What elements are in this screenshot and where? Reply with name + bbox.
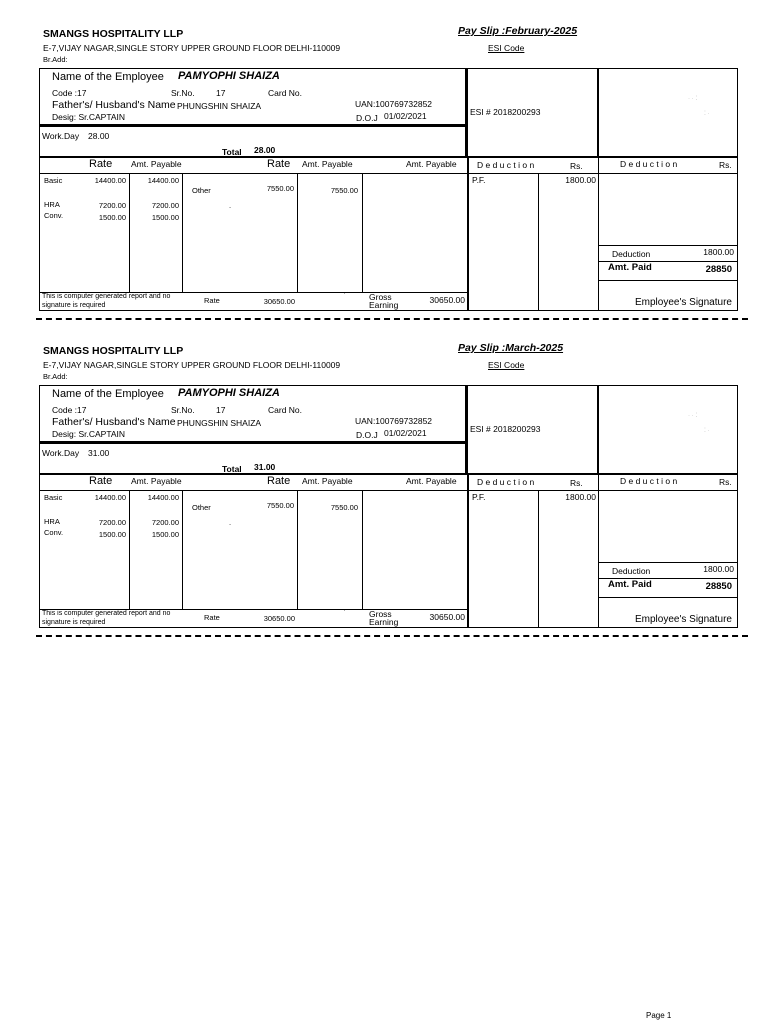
other-rate: 7550.00 — [266, 184, 294, 193]
amt-payable-header: Amt. Payable — [131, 476, 182, 486]
signature-line — [598, 597, 738, 598]
tick-mark: . — [229, 518, 232, 527]
card-no-label: Card No. — [268, 88, 303, 98]
sr-no-value: 17 — [216, 405, 226, 415]
rate-header: Rate — [267, 475, 291, 487]
doj-label: D.O.J — [356, 113, 378, 123]
deduction-header: D e d u c t i o n — [620, 159, 678, 169]
earning-name: Conv. — [44, 528, 64, 537]
footer-rate-label: Rate — [204, 613, 220, 622]
pay-slip-title: Pay Slip :February-2025 — [458, 25, 578, 37]
earning-name: Basic — [44, 493, 63, 502]
esi-number: ESI # 2018200293 — [470, 107, 541, 117]
designation: Desig: Sr.CAPTAIN — [52, 112, 126, 122]
col-divider — [362, 490, 363, 609]
cut-line — [36, 635, 748, 637]
pf-value: 1800.00 — [565, 492, 596, 502]
earning-amount: 1500.00 — [151, 530, 179, 539]
rs-header: Rs. — [719, 160, 732, 170]
gross-earning-value: 30650.00 — [429, 295, 465, 305]
amt-payable-header: Amt. Payable — [406, 159, 457, 169]
father-name: PHUNGSHIN SHAIZA — [177, 101, 262, 111]
tick-mark: ' — [344, 290, 346, 299]
workday-value: 28.00 — [88, 131, 110, 141]
pf-label: P.F. — [472, 175, 486, 185]
table-header-line — [39, 173, 738, 174]
sr-no-label: Sr.No. — [171, 405, 195, 415]
doj-value: 01/02/2021 — [384, 428, 427, 438]
col-divider — [129, 173, 130, 292]
total-value: 31.00 — [254, 462, 276, 472]
deduction-header: D e d u c t i o n — [477, 477, 535, 487]
amt-payable-header: Amt. Payable — [406, 476, 457, 486]
rs-header: Rs. — [570, 161, 583, 171]
gross-earning-label: Gross Earning — [369, 609, 399, 627]
deduction-total-line — [598, 562, 738, 563]
branch-address: Br.Add: — [43, 55, 68, 64]
deduction-header: D e d u c t i o n — [477, 160, 535, 170]
earning-amount: 14400.00 — [147, 493, 179, 502]
workday-label: Work.Day — [42, 131, 80, 141]
earning-amount: 1500.00 — [151, 213, 179, 222]
earning-amount: 7200.00 — [151, 201, 179, 210]
footer-rate-label: Rate — [204, 296, 220, 305]
amt-paid-label: Amt. Paid — [608, 262, 652, 273]
amt-payable-header: Amt. Payable — [302, 476, 353, 486]
earning-rate: 7200.00 — [98, 518, 126, 527]
company-address: E-7,VIJAY NAGAR,SINGLE STORY UPPER GROUND FLOOR DELHI-110009 — [43, 360, 341, 370]
rs-header: Rs. — [570, 478, 583, 488]
earning-rate: 7200.00 — [98, 201, 126, 210]
total-label: Total — [222, 147, 242, 157]
rate-header: Rate — [89, 475, 113, 487]
employee-name: PAMYOPHI SHAIZA — [178, 70, 280, 82]
col-divider — [362, 173, 363, 292]
col-divider — [467, 157, 469, 311]
sr-no-label: Sr.No. — [171, 88, 195, 98]
pf-label: P.F. — [472, 492, 486, 502]
col-divider — [297, 173, 298, 292]
workday-value: 31.00 — [88, 448, 110, 458]
company-address: E-7,VIJAY NAGAR,SINGLE STORY UPPER GROUND FLOOR DELHI-110009 — [43, 43, 341, 53]
page-number: Page 1 — [646, 1011, 672, 1020]
doj-value: 01/02/2021 — [384, 111, 427, 121]
employee-code: Code :17 — [52, 88, 87, 98]
col-divider — [129, 490, 130, 609]
deduction-total-value: 1800.00 — [703, 564, 734, 574]
table-header-line — [39, 490, 738, 491]
workday-label: Work.Day — [42, 448, 80, 458]
earning-rate: 1500.00 — [98, 213, 126, 222]
pay-slip-title: Pay Slip :March-2025 — [458, 342, 564, 354]
employee-signature-label: Employee's Signature — [635, 614, 732, 625]
uan-number: UAN:100769732852 — [355, 416, 433, 426]
amt-payable-header: Amt. Payable — [302, 159, 353, 169]
deduction-total-label: Deduction — [612, 249, 651, 259]
employee-signature-label: Employee's Signature — [635, 297, 732, 308]
company-name: SMANGS HOSPITALITY LLP — [43, 28, 184, 40]
pay-slip — [0, 317, 768, 637]
employee-name-label: Name of the Employee — [52, 71, 164, 83]
col-divider — [467, 474, 469, 628]
other-amount: 7550.00 — [330, 186, 358, 195]
footer-rate-value: 30650.00 — [263, 297, 295, 306]
doj-label: D.O.J — [356, 430, 378, 440]
rs-header: Rs. — [719, 477, 732, 487]
photo-box — [598, 385, 738, 474]
earning-name: HRA — [44, 200, 60, 209]
col-divider — [538, 173, 539, 311]
employee-code: Code :17 — [52, 405, 87, 415]
gross-earning-label: Gross Earning — [369, 292, 399, 310]
sr-no-value: 17 — [216, 88, 226, 98]
father-name: PHUNGSHIN SHAIZA — [177, 418, 262, 428]
col-divider — [182, 490, 183, 609]
other-rate: 7550.00 — [266, 501, 294, 510]
father-name-label: Father's/ Husband's Name — [52, 416, 176, 428]
footer-rate-value: 30650.00 — [263, 614, 295, 623]
esi-code-label: ESI Code — [488, 43, 525, 53]
amt-paid-value: 28850 — [705, 264, 732, 275]
tick-mark: ' — [344, 607, 346, 616]
watermark-dots: · · ⁚ — [688, 413, 698, 419]
amt-payable-header: Amt. Payable — [131, 159, 182, 169]
watermark-dots: ⁚ · — [704, 111, 710, 117]
earning-rate: 14400.00 — [94, 493, 126, 502]
designation: Desig: Sr.CAPTAIN — [52, 429, 126, 439]
photo-box — [598, 68, 738, 157]
esi-code-label: ESI Code — [488, 360, 525, 370]
pay-slip — [0, 0, 768, 320]
col-divider — [182, 173, 183, 292]
father-name-label: Father's/ Husband's Name — [52, 99, 176, 111]
earning-amount: 14400.00 — [147, 176, 179, 185]
amt-paid-value: 28850 — [705, 581, 732, 592]
deduction-total-line — [598, 245, 738, 246]
total-label: Total — [222, 464, 242, 474]
deduction-header: D e d u c t i o n — [620, 476, 678, 486]
tick-mark: . — [229, 201, 232, 210]
earning-name: Conv. — [44, 211, 64, 220]
col-divider — [598, 474, 599, 628]
total-value: 28.00 — [254, 145, 276, 155]
col-divider — [538, 490, 539, 628]
employee-name-label: Name of the Employee — [52, 388, 164, 400]
earning-amount: 7200.00 — [151, 518, 179, 527]
deduction-total-label: Deduction — [612, 566, 651, 576]
deduction-total-value: 1800.00 — [703, 247, 734, 257]
col-divider — [297, 490, 298, 609]
other-name: Other — [192, 186, 211, 195]
earning-rate: 1500.00 — [98, 530, 126, 539]
col-divider — [598, 157, 599, 311]
earning-name: HRA — [44, 517, 60, 526]
amt-paid-label: Amt. Paid — [608, 579, 652, 590]
watermark-dots: ⁚ · — [704, 428, 710, 434]
rate-header: Rate — [89, 158, 113, 170]
footer-note: This is computer generated report and no signature is required — [42, 610, 171, 626]
footer-note: This is computer generated report and no signature is required — [42, 293, 171, 309]
other-name: Other — [192, 503, 211, 512]
uan-number: UAN:100769732852 — [355, 99, 433, 109]
rate-header: Rate — [267, 158, 291, 170]
signature-line — [598, 280, 738, 281]
company-name: SMANGS HOSPITALITY LLP — [43, 345, 184, 357]
other-amount: 7550.00 — [330, 503, 358, 512]
esi-number: ESI # 2018200293 — [470, 424, 541, 434]
pf-value: 1800.00 — [565, 175, 596, 185]
earning-name: Basic — [44, 176, 63, 185]
branch-address: Br.Add: — [43, 372, 68, 381]
employee-name: PAMYOPHI SHAIZA — [178, 387, 280, 399]
gross-earning-value: 30650.00 — [429, 612, 465, 622]
watermark-dots: · · ⁚ — [688, 96, 698, 102]
card-no-label: Card No. — [268, 405, 303, 415]
earning-rate: 14400.00 — [94, 176, 126, 185]
